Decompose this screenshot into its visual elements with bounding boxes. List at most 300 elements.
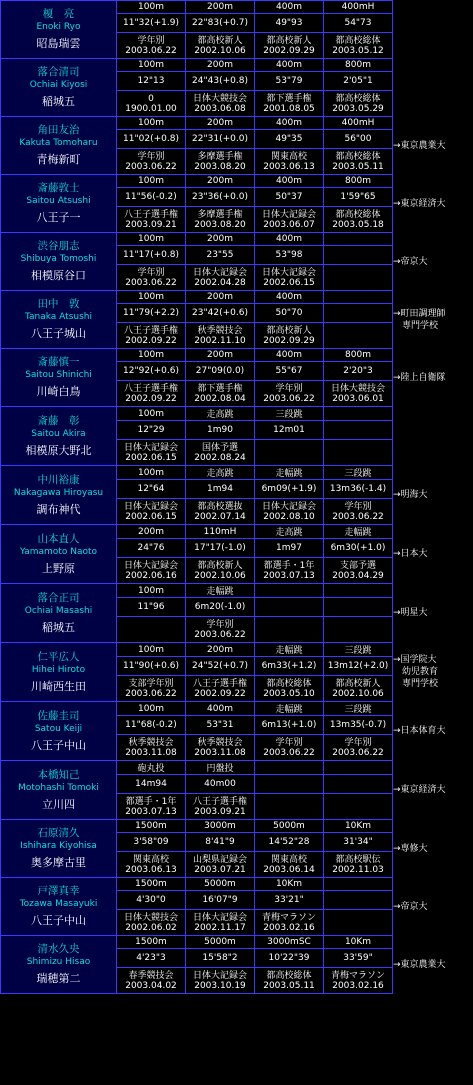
meet-info xyxy=(324,558,393,584)
event-label: 走高跳 xyxy=(255,525,324,539)
meet-name: 多摩選手権 xyxy=(197,151,243,162)
meet-info xyxy=(117,910,186,936)
event-label: 200m xyxy=(186,233,255,246)
event-label: 400m xyxy=(255,117,324,130)
record-value: 33'21" xyxy=(255,891,324,910)
athlete-name-cell xyxy=(1,820,117,878)
meet-name: 都下選手権 xyxy=(197,383,243,394)
athlete-block xyxy=(1,936,457,949)
record-value xyxy=(255,775,324,794)
meet-info xyxy=(117,852,186,878)
meet-date: 2002.06.15 xyxy=(125,511,177,522)
athlete-name-cell xyxy=(1,59,117,117)
record-value: 2'20"3 xyxy=(324,362,393,381)
meet-name: 日体大競技会 xyxy=(123,912,178,923)
record-value: 6m33(+1.2) xyxy=(255,657,324,676)
meet-name: 都選手・1年 xyxy=(125,796,177,807)
meet-name: 八王子選手権 xyxy=(192,796,247,807)
record-value: 13m35(-0.7) xyxy=(324,716,393,735)
meet-name: 都高校新人 xyxy=(266,35,312,46)
meet-date: 2002.10.06 xyxy=(194,570,246,581)
meet-date: 2002.10.06 xyxy=(194,45,246,56)
record-value: 12"13 xyxy=(117,72,186,91)
meet-date: 2003.06.22 xyxy=(332,747,384,758)
athlete-block xyxy=(1,233,457,246)
athlete-name-cell xyxy=(1,349,117,407)
meet-info xyxy=(117,617,186,643)
athlete-romaji: Yamamoto Naoto xyxy=(19,546,97,557)
athlete-block xyxy=(1,291,457,304)
meet-info xyxy=(117,499,186,525)
record-value: 6m30(+1.0) xyxy=(324,539,393,558)
record-value: 13m36(-1.4) xyxy=(324,480,393,499)
meet-name: 山梨県記録会 xyxy=(192,854,247,865)
meet-name: 秋季競技会 xyxy=(197,737,243,748)
record-value: 24"52(+0.7) xyxy=(186,657,255,676)
meet-name: 都高校総体 xyxy=(266,970,312,981)
school-name: 昭島瑞雲 xyxy=(36,37,81,50)
meet-name: 都下選手権 xyxy=(266,93,312,104)
meet-name: 春季競技会 xyxy=(128,970,174,981)
event-label: 200m xyxy=(186,175,255,188)
record-value: 17"17(-1.0) xyxy=(186,539,255,558)
event-label: 100m xyxy=(117,349,186,362)
school-name: 川崎白鳥 xyxy=(36,385,81,398)
event-label: 400m xyxy=(255,233,324,246)
meet-info xyxy=(324,852,393,878)
event-label: 円盤投 xyxy=(186,761,255,775)
meet-info xyxy=(186,33,255,59)
school-name: 立川四 xyxy=(42,797,75,811)
meet-info xyxy=(255,381,324,407)
meet-info xyxy=(186,207,255,233)
school-name: 相模原大野北 xyxy=(25,443,92,457)
meet-info xyxy=(117,558,186,584)
meet-date: 2003.09.21 xyxy=(125,219,177,230)
meet-name: 日体大競技会 xyxy=(192,93,247,104)
record-value: 1m94 xyxy=(186,480,255,499)
meet-info xyxy=(117,794,186,820)
event-label: 走幅跳 xyxy=(324,525,393,539)
meet-date: 2002.11.17 xyxy=(194,922,246,933)
meet-info xyxy=(117,735,186,761)
meet-name: 日体大記録会 xyxy=(123,560,178,571)
meet-name: 都高校新人 xyxy=(197,35,243,46)
event-label: 200m xyxy=(117,525,186,539)
athlete-romaji: Ishihara Kiyohisa xyxy=(20,841,97,851)
destination-label xyxy=(393,407,457,466)
meet-info xyxy=(255,207,324,233)
meet-name: 都高校新人 xyxy=(197,560,243,571)
meet-name: 関東高校 xyxy=(270,854,307,865)
athlete-block xyxy=(1,59,457,72)
athlete-name: 清水久央 xyxy=(37,943,80,955)
meet-date: 2002.08.04 xyxy=(194,393,246,404)
event-label: 400m xyxy=(255,59,324,72)
school-name: 八王子城山 xyxy=(31,327,86,340)
record-value: 49"35 xyxy=(255,130,324,149)
athlete-block xyxy=(1,761,457,775)
meet-info xyxy=(117,676,186,702)
meet-date: 2002.07.14 xyxy=(194,511,246,522)
event-label: 400m xyxy=(255,175,324,188)
record-value: 12"92(+0.6) xyxy=(117,362,186,381)
record-value: 49"93 xyxy=(255,14,324,33)
meet-date: 2003.06.22 xyxy=(194,629,246,640)
meet-info xyxy=(186,91,255,117)
event-label: 200m xyxy=(186,59,255,72)
meet-name: 都高校総体 xyxy=(266,678,312,689)
record-value: 11"96 xyxy=(117,598,186,617)
meet-info xyxy=(255,91,324,117)
meet-name: 青梅マラソン xyxy=(330,970,385,981)
event-label: 800m xyxy=(324,349,393,362)
meet-info xyxy=(255,440,324,466)
athlete-name: 本橋知己 xyxy=(37,768,80,781)
meet-date: 2003.06.22 xyxy=(125,688,177,699)
event-label: 10Km xyxy=(255,878,324,891)
record-value: 11"32(+1.9) xyxy=(117,14,186,33)
school-name: 稲城五 xyxy=(42,620,75,634)
event-label: 200m xyxy=(186,291,255,304)
meet-info xyxy=(324,149,393,175)
meet-info xyxy=(324,617,393,643)
event-label: 走高跳 xyxy=(186,466,255,480)
record-value: 11"56(-0.2) xyxy=(117,188,186,207)
event-label: 400m xyxy=(255,291,324,304)
record-value xyxy=(324,598,393,617)
meet-date: 2003.05.10 xyxy=(263,688,315,699)
meet-info xyxy=(186,499,255,525)
meet-date: 2003.05.29 xyxy=(332,103,384,114)
meet-date: 2003.07.21 xyxy=(194,864,246,875)
event-label: 三段跳 xyxy=(324,702,393,716)
destination-label: →東京経済大 xyxy=(393,198,446,209)
meet-info xyxy=(117,323,186,349)
record-value: 11"17(+0.8) xyxy=(117,246,186,265)
school-name: 八王子中山 xyxy=(31,914,86,927)
meet-name: 都選手・1年 xyxy=(263,560,315,571)
meet-date: 2003.06.22 xyxy=(125,45,177,56)
meet-name: 関東高校 xyxy=(132,854,169,865)
meet-date: 2003.07.13 xyxy=(263,570,315,581)
event-label: 100m xyxy=(117,59,186,72)
meet-date: 2002.09.22 xyxy=(125,393,177,404)
record-value: 23"55 xyxy=(186,246,255,265)
meet-date: 2002.06.16 xyxy=(125,570,177,581)
event-label: 400m xyxy=(186,702,255,716)
record-value: 11"02(+0.8) xyxy=(117,130,186,149)
meet-name: 日体大記録会 xyxy=(261,209,316,220)
athlete-romaji: Shibuya Tomoshi xyxy=(20,254,97,264)
athlete-block xyxy=(1,820,457,833)
meet-info xyxy=(255,794,324,820)
meet-name: 都高校総体 xyxy=(335,209,381,220)
meet-info xyxy=(255,852,324,878)
event-label xyxy=(324,233,393,246)
athlete-romaji: Kakuta Tomoharu xyxy=(19,138,98,148)
meet-info xyxy=(186,381,255,407)
athlete-block xyxy=(1,643,457,657)
record-value: 55"67 xyxy=(255,362,324,381)
meet-date: 2003.06.22 xyxy=(125,277,177,288)
meet-info xyxy=(324,794,393,820)
athlete-block xyxy=(1,466,457,480)
meet-date: 2002.09.22 xyxy=(194,688,246,699)
meet-date: 2002.06.15 xyxy=(125,452,177,463)
event-label: 走高跳 xyxy=(186,407,255,421)
meet-date: 2003.02.16 xyxy=(332,980,384,991)
meet-info xyxy=(117,207,186,233)
athlete-romaji: Tozawa Masayuki xyxy=(19,899,98,909)
record-value: 53"98 xyxy=(255,246,324,265)
athlete-name-cell xyxy=(1,175,117,233)
athlete-block xyxy=(1,349,457,362)
meet-date: 2003.02.16 xyxy=(263,922,315,933)
event-label: 100m xyxy=(117,584,186,598)
meet-name: 支部予選 xyxy=(339,560,376,571)
record-value xyxy=(324,421,393,440)
meet-info xyxy=(255,558,324,584)
athlete-name-cell xyxy=(1,878,117,936)
meet-date: 2003.05.18 xyxy=(332,219,384,230)
event-label: 10Km xyxy=(324,820,393,833)
event-label: 100m xyxy=(117,466,186,480)
meet-date: 2003.05.11 xyxy=(332,161,384,172)
meet-info xyxy=(186,910,255,936)
meet-date: 2002.08.24 xyxy=(194,452,246,463)
event-label: 100m xyxy=(117,175,186,188)
meet-info xyxy=(255,33,324,59)
meet-info xyxy=(117,381,186,407)
meet-date: 2003.05.11 xyxy=(263,980,315,991)
meet-date: 2003.06.22 xyxy=(125,161,177,172)
athlete-block xyxy=(1,407,457,421)
record-value: 4'30"0 xyxy=(117,891,186,910)
meet-name: 都高校総体 xyxy=(335,93,381,104)
meet-info xyxy=(255,968,324,994)
athlete-name-cell xyxy=(1,233,117,291)
meet-name: 日体大記録会 xyxy=(123,501,178,512)
record-value: 50"70 xyxy=(255,304,324,323)
destination-label: →国学院大 幼児教育 専門学校 xyxy=(393,655,439,689)
event-label: 200m xyxy=(186,643,255,657)
school-name: 奥多摩古里 xyxy=(31,856,86,869)
event-label: 走幅跳 xyxy=(255,702,324,716)
event-label: 砲丸投 xyxy=(117,761,186,775)
meet-date: 2003.06.22 xyxy=(263,393,315,404)
event-label: 三段跳 xyxy=(324,466,393,480)
event-label: 三段跳 xyxy=(324,643,393,657)
athlete-name-cell xyxy=(1,643,117,702)
event-label: 400m xyxy=(255,1,324,14)
record-value: 33'59" xyxy=(324,949,393,968)
event-label: 1500m xyxy=(117,936,186,949)
meet-name: 日体大記録会 xyxy=(192,912,247,923)
meet-info xyxy=(186,617,255,643)
record-value: 12"64 xyxy=(117,480,186,499)
athlete-block xyxy=(1,525,457,539)
athlete-block xyxy=(1,584,457,598)
athlete-name: 斎藤 彰 xyxy=(37,414,80,427)
record-value xyxy=(324,246,393,265)
destination-label: →帝京大 xyxy=(393,901,428,912)
meet-info xyxy=(186,968,255,994)
athlete-name: 佐藤圭司 xyxy=(37,709,80,722)
meet-name: 0 xyxy=(148,93,154,104)
meet-name: 都高校総体 xyxy=(335,35,381,46)
event-label: 200m xyxy=(186,117,255,130)
record-value: 22"83(+0.7) xyxy=(186,14,255,33)
destination-label: →東京農業大 xyxy=(393,959,446,970)
event-label: 5000m xyxy=(186,936,255,949)
athlete-name-cell xyxy=(1,584,117,643)
event-label: 3000m xyxy=(186,820,255,833)
meet-info xyxy=(255,149,324,175)
meet-info xyxy=(186,735,255,761)
athlete-romaji: Motohashi Tomoki xyxy=(18,782,99,793)
athlete-name-cell xyxy=(1,407,117,466)
record-value: 11"68(-0.2) xyxy=(117,716,186,735)
destination-label: →東京経済大 xyxy=(393,785,446,795)
athlete-romaji: Saitou Atsushi xyxy=(26,196,91,206)
meet-info xyxy=(324,381,393,407)
record-value: 13m12(+2.0) xyxy=(324,657,393,676)
meet-info xyxy=(255,735,324,761)
meet-date: 2002.06.02 xyxy=(125,922,177,933)
record-value: 12"29 xyxy=(117,421,186,440)
record-value: 53"79 xyxy=(255,72,324,91)
meet-date: 2003.06.08 xyxy=(194,103,246,114)
meet-name: 八王子選手権 xyxy=(123,325,178,336)
record-value: 1m90 xyxy=(186,421,255,440)
meet-name: 学年別 xyxy=(137,151,165,162)
event-label xyxy=(324,291,393,304)
meet-info xyxy=(324,676,393,702)
meet-info xyxy=(324,499,393,525)
record-value: 6m20(-1.0) xyxy=(186,598,255,617)
meet-name: 日体大記録会 xyxy=(192,970,247,981)
record-value: 1m97 xyxy=(255,539,324,558)
meet-date: 2003.07.13 xyxy=(125,806,177,817)
meet-name: 多摩選手権 xyxy=(197,209,243,220)
athlete-name: 石原清久 xyxy=(37,827,80,839)
record-value xyxy=(324,304,393,323)
athlete-block xyxy=(1,175,457,188)
record-value: 31'34" xyxy=(324,833,393,852)
meet-info xyxy=(117,91,186,117)
meet-date: 2002.11.03 xyxy=(332,864,384,875)
record-value: 54"73 xyxy=(324,14,393,33)
meet-info xyxy=(255,499,324,525)
event-label: 100m xyxy=(117,1,186,14)
meet-date: 2003.06.13 xyxy=(263,161,315,172)
athlete-name-cell xyxy=(1,291,117,349)
meet-name: 都高校新人 xyxy=(266,325,312,336)
meet-name: 日体大記録会 xyxy=(261,267,316,278)
record-value: 14'52"28 xyxy=(255,833,324,852)
athlete-name: 田中 敦 xyxy=(37,298,80,310)
meet-name: 日体大記録会 xyxy=(261,501,316,512)
school-name: 八王子一 xyxy=(36,211,81,224)
meet-date: 2002.09.22 xyxy=(125,335,177,346)
meet-name: 都高校選抜 xyxy=(197,501,243,512)
meet-info xyxy=(324,440,393,466)
event-label: 100m xyxy=(117,291,186,304)
meet-date: 2003.11.08 xyxy=(194,747,246,758)
athlete-name-cell xyxy=(1,702,117,761)
event-label xyxy=(255,584,324,598)
event-label: 三段跳 xyxy=(255,407,324,421)
destination-label: →明星大 xyxy=(393,608,428,618)
meet-name: 八王子選手権 xyxy=(123,383,178,394)
meet-info xyxy=(186,149,255,175)
meet-info xyxy=(117,968,186,994)
athlete-block xyxy=(1,1,457,14)
athlete-romaji: Hihei Hiroto xyxy=(31,664,86,675)
event-label xyxy=(324,761,393,775)
athlete-name-cell xyxy=(1,525,117,584)
meet-info xyxy=(324,910,393,936)
event-label: 1500m xyxy=(117,878,186,891)
meet-name: 関東高校 xyxy=(270,151,307,162)
meet-info xyxy=(186,794,255,820)
meet-name: 都高校駅伝 xyxy=(335,854,381,865)
meet-info xyxy=(324,91,393,117)
meet-name: 日体大記録会 xyxy=(123,442,178,453)
record-value: 16'07"9 xyxy=(186,891,255,910)
event-label: 走幅跳 xyxy=(186,584,255,598)
record-value: 50"37 xyxy=(255,188,324,207)
athlete-name: 榎 亮 xyxy=(42,8,75,20)
event-label xyxy=(324,878,393,891)
destination-label: →東京農業大 xyxy=(393,140,446,151)
meet-info xyxy=(117,33,186,59)
meet-date: 2002.04.28 xyxy=(194,277,246,288)
athlete-name-cell xyxy=(1,936,117,994)
school-name: 青梅新町 xyxy=(36,153,81,166)
athlete-name: 仁平広人 xyxy=(37,650,80,663)
destination-label: →町田調理師 専門学校 xyxy=(393,308,446,331)
meet-info xyxy=(186,323,255,349)
athlete-name: 戸澤真幸 xyxy=(37,885,80,897)
event-label: 5000m xyxy=(255,820,324,833)
record-value: 24"43(+0.8) xyxy=(186,72,255,91)
record-value: 4'23"3 xyxy=(117,949,186,968)
athlete-name: 渋谷朋志 xyxy=(37,240,80,252)
meet-name: 八王子選手権 xyxy=(192,678,247,689)
event-label: 走幅跳 xyxy=(255,466,324,480)
meet-date: 2002.11.10 xyxy=(194,335,246,346)
meet-info xyxy=(324,968,393,994)
meet-info xyxy=(186,558,255,584)
meet-date: 2003.08.20 xyxy=(194,219,246,230)
event-label: 110mH xyxy=(186,525,255,539)
athlete-name-cell xyxy=(1,761,117,820)
meet-info xyxy=(186,265,255,291)
athlete-name-cell xyxy=(1,466,117,525)
meet-name: 学年別 xyxy=(137,267,165,278)
record-value: 15'58"2 xyxy=(186,949,255,968)
meet-date: 2002.08.10 xyxy=(263,511,315,522)
meet-date: 2003.06.13 xyxy=(125,864,177,875)
meet-date: 2003.05.12 xyxy=(332,45,384,56)
event-label: 1500m xyxy=(117,820,186,833)
meet-date: 2002.06.15 xyxy=(263,277,315,288)
record-value: 2'05"1 xyxy=(324,72,393,91)
meet-name: 都高校総体 xyxy=(335,151,381,162)
meet-name: 都高校新人 xyxy=(335,678,381,689)
